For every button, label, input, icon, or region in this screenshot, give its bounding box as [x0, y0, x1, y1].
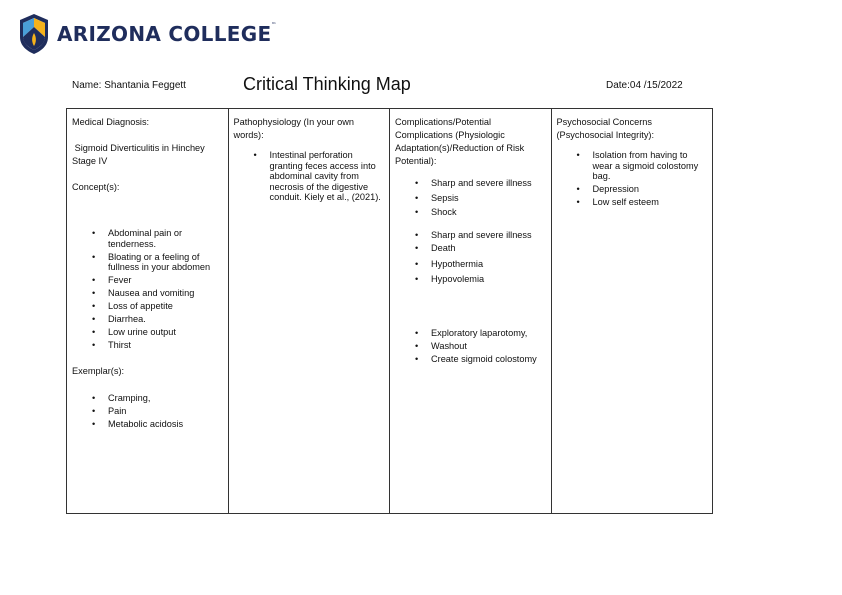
psychosocial-column	[552, 109, 713, 513]
diagnosis-value: Sigmoid Diverticulitis in Hinchey Stage IV	[72, 143, 205, 166]
list-item: • Sharp and severe illness	[395, 178, 546, 189]
psychosocial-heading: Psychosocial Concerns (Psychosocial Integrity):	[556, 117, 655, 140]
list-item: • Create sigmoid colostomy	[395, 354, 546, 365]
page-title: Critical Thinking Map	[243, 74, 411, 94]
list-item: • Low self esteem	[557, 197, 708, 208]
diagnosis-heading: Medical Diagnosis:	[72, 117, 150, 127]
complications-list-3	[395, 328, 546, 365]
concepts-label: Concept(s):	[72, 182, 120, 192]
list-item: • Intestinal perforation granting feces access into abdominal cavity from necrosis of the digestive conduit. Kiely et al., (2021).	[234, 150, 385, 203]
list-item: • Hypovolemia	[395, 274, 546, 285]
list-item: • Low urine output	[72, 327, 223, 338]
list-item: • Abdominal pain or tenderness.	[72, 228, 223, 249]
pathophysiology-heading: Pathophysiology (In your own words):	[233, 117, 355, 140]
complications-heading: Complications/Potential Complications (Physiologic Adaptation(s)/Reduction of Risk Potential):	[395, 117, 525, 166]
list-item: • Pain	[72, 406, 223, 417]
list-item: • Washout	[395, 341, 546, 352]
complications-list-1	[395, 178, 546, 218]
logo-text: ARIZONA COLLEGE™	[57, 22, 277, 46]
list-item: • Metabolic acidosis	[72, 419, 223, 430]
list-item: • Death	[395, 243, 546, 254]
exemplars-label: Exemplar(s):	[72, 366, 125, 377]
list-item: • Sepsis	[395, 193, 546, 204]
concepts-list	[72, 228, 223, 351]
list-item: • Depression	[557, 184, 708, 195]
list-item: • Isolation from having to wear a sigmoid colostomy bag.	[557, 150, 708, 182]
list-item: • Fever	[72, 275, 223, 286]
list-item: • Diarrhea.	[72, 314, 223, 325]
arizona-college-logo	[19, 13, 277, 55]
list-item: • Loss of appetite	[72, 301, 223, 312]
list-item: • Cramping,	[72, 393, 223, 404]
exemplars-list	[72, 393, 223, 430]
complications-column	[390, 109, 552, 513]
list-item: • Sharp and severe illness	[395, 230, 546, 241]
list-item: • Shock	[395, 207, 546, 218]
complications-list-2	[395, 230, 546, 285]
list-item: • Exploratory laparotomy,	[395, 328, 546, 339]
list-item: • Hypothermia	[395, 259, 546, 270]
date: Date:04 /15/2022	[606, 80, 683, 91]
list-item: • Nausea and vomiting	[72, 288, 223, 299]
critical-thinking-map-table	[66, 108, 713, 514]
pathophysiology-list	[234, 150, 385, 203]
psychosocial-list	[557, 150, 708, 208]
list-item: • Bloating or a feeling of fullness in your abdomen	[72, 252, 223, 273]
medical-diagnosis-column	[67, 109, 229, 513]
pathophysiology-column	[229, 109, 391, 513]
list-item: • Thirst	[72, 340, 223, 351]
shield-logo-icon	[19, 13, 49, 55]
student-name: Name: Shantania Feggett	[72, 80, 186, 91]
